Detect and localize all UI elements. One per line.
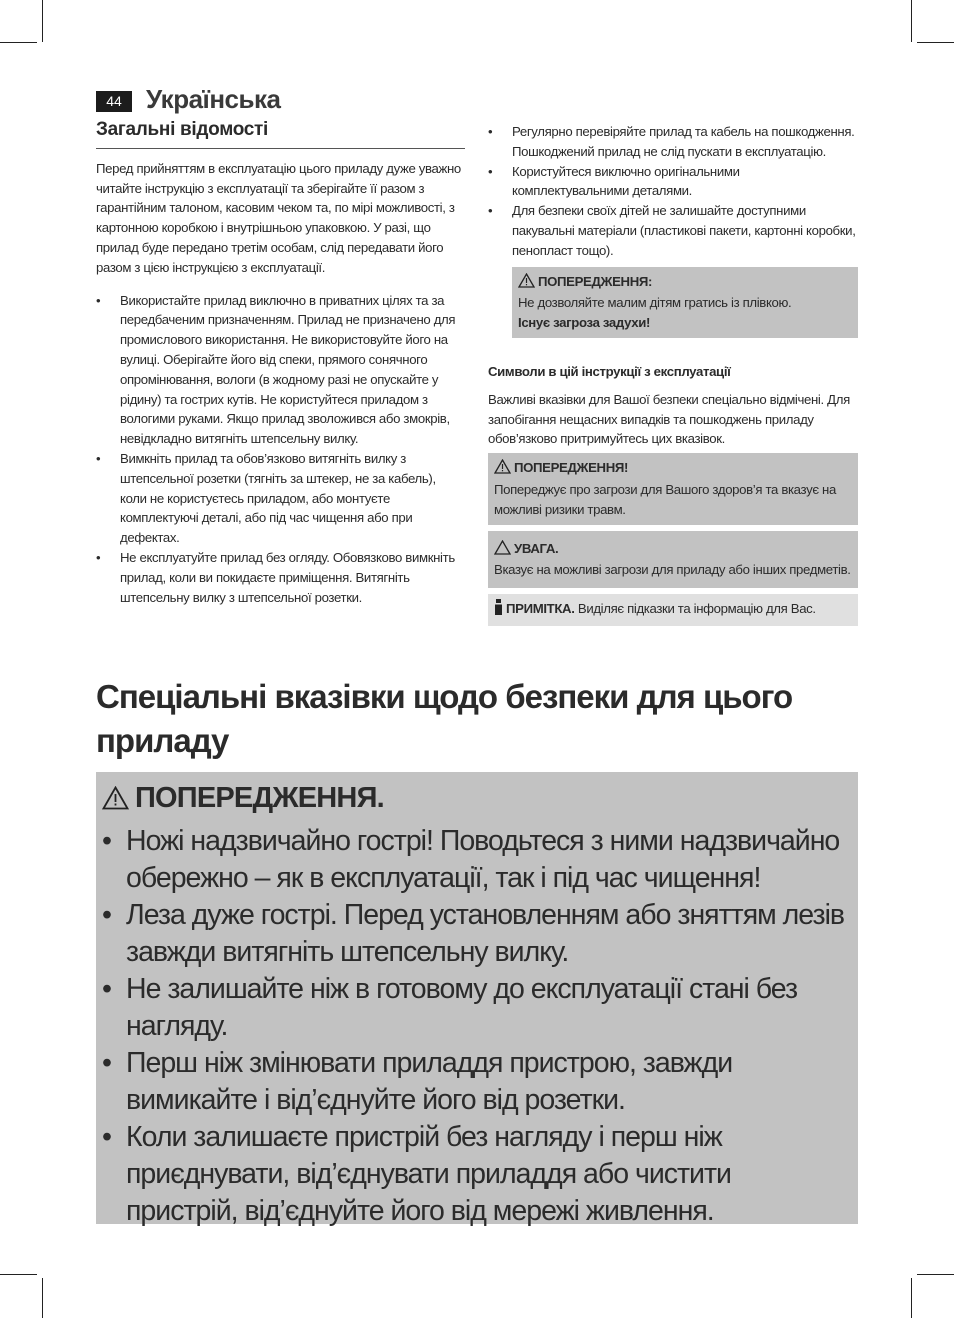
list-item: • Для безпеки своїх дітей не залишайте доступними пакувальні матеріали (пластикові пакети, картонні коробки, пенопласт тощо).: [488, 201, 858, 260]
symbol-note-text: Виділяє підказки та інформацію для Вас.: [577, 601, 816, 617]
symbols-intro: Важливі вказівки для Вашої безпеки спеціально відмічені. Для запобігання нещасних випадків та пошкоджень приладу обов’язково притримуйтесь цих вказівок.: [488, 391, 850, 447]
symbol-warning-text: Попереджує про загрози для Вашого здоров’я та вказує на можливі ризики травм.: [494, 481, 836, 517]
warning-triangle-icon: [102, 779, 129, 823]
list-item: • Перш ніж змінювати приладдя пристрою, завжди вимикайте і від’єднуйте його від розетки.: [102, 1045, 848, 1119]
right-column: [488, 122, 858, 626]
crop-mark: [917, 1274, 954, 1275]
list-item: • Користуйтеся виключно оригінальними комплектувальними деталями.: [488, 162, 858, 202]
crop-mark: [911, 0, 912, 42]
list-item: • Коли залишаєте пристрій без нагляду і перш ніж приєднувати, від’єднувати приладдя або чистити пристрій, від’єднуйте його від мережі живлення.: [102, 1119, 848, 1230]
symbol-caution-box: [488, 531, 858, 589]
left-column: [96, 120, 465, 607]
info-icon: [494, 599, 503, 621]
symbol-note-title: ПРИМІТКА.: [506, 601, 575, 617]
symbol-caution-title: УВАГА.: [514, 540, 559, 556]
special-warning-list: [102, 823, 848, 1230]
caution-triangle-icon: [494, 540, 511, 561]
symbol-warning-title: ПОПЕРЕДЖЕННЯ!: [514, 460, 629, 476]
crop-mark: [0, 42, 37, 43]
language-heading: Українська: [146, 84, 281, 114]
warning-box: [512, 267, 858, 338]
warning-triangle-icon: [518, 273, 535, 294]
list-item: • Не експлуатуйте прилад без огляду. Обовязково вимкніть прилад, коли ви покидаєте приміщення. Витягніть штепсельну вилку з штепсельної розетки.: [96, 548, 465, 607]
symbols-heading: Символи в цій інструкції з експлуатації: [488, 363, 731, 379]
list-item: • Використайте прилад виключно в приватних цілях та за передбаченим призначенням. Прилад не призначено для промислового використання. Не використовуйте його на вулиці. Оберігайте його від спеки, прямого сонячного опромінювання, вологи (в жодному разі не опускайте у рідину) та гострих кутів. Не користуйтеся приладом з вологими руками. Якщо прилад зволожився або змокрів, невідкладно витягніть штепсельну вилку.: [96, 291, 465, 449]
warning-text: Не дозволяйте малим дітям гратись із плівкою.: [518, 295, 792, 311]
crop-mark: [917, 42, 954, 43]
list-item: • Регулярно перевіряйте прилад та кабель на пошкодження. Пошкоджений прилад не слід пускати в експлуатацію.: [488, 122, 858, 162]
safety-list-continued: [488, 122, 858, 261]
section-title: Загальні відомості: [96, 120, 465, 149]
crop-mark: [42, 0, 43, 42]
list-item: • Вимкніть прилад та обов’язково витягніть вилку з штепсельної розетки (тягніть за штекер, не за кабель), коли не користуєтесь приладом, або монтуєте комплектуючі деталі, або під час чищення або при дефектах.: [96, 449, 465, 548]
symbol-caution-text: Вказує на можливі загрози для приладу або інших предметів.: [494, 562, 851, 578]
warning-emphasis: Існує загроза задухи!: [518, 315, 650, 331]
symbol-note-box: [488, 594, 858, 626]
list-item: • Ножі надзвичайно гострі! Поводьтеся з ними надзвичайно обережно – як в експлуатації, так і під час чищення!: [102, 823, 848, 897]
warning-triangle-icon: [494, 459, 511, 480]
special-safety-title: Спеціальні вказівки щодо безпеки для цього приладу: [96, 675, 858, 774]
list-item: • Не залишайте ніж в готовому до експлуатації стані без нагляду.: [102, 971, 848, 1045]
special-warning-box: [96, 772, 858, 1227]
list-item: • Леза дуже гострі. Перед установленням або зняттям лезів завжди витягніть штепсельну вилку.: [102, 897, 848, 971]
warning-title: ПОПЕРЕДЖЕННЯ:: [538, 273, 653, 289]
intro-paragraph: Перед прийняттям в експлуатацію цього приладу дуже уважно читайте інструкцію з експлуатації та зберігайте її разом з гарантійним талоном, касовим чеком та, по мірі можливості, з картонною коробкою і внутрішньою упаковкою. У разі, що прилад буде передано третім особам, слід передавати його разом з цією інструкцією з експлуатації.: [96, 160, 461, 275]
crop-mark: [0, 1274, 37, 1275]
special-warning-title: ПОПЕРЕДЖЕННЯ.: [135, 782, 384, 814]
page-number: 44: [96, 91, 132, 112]
safety-list: [96, 291, 465, 608]
symbol-warning-box: [488, 453, 858, 524]
crop-mark: [42, 1278, 43, 1318]
crop-mark: [911, 1278, 912, 1318]
